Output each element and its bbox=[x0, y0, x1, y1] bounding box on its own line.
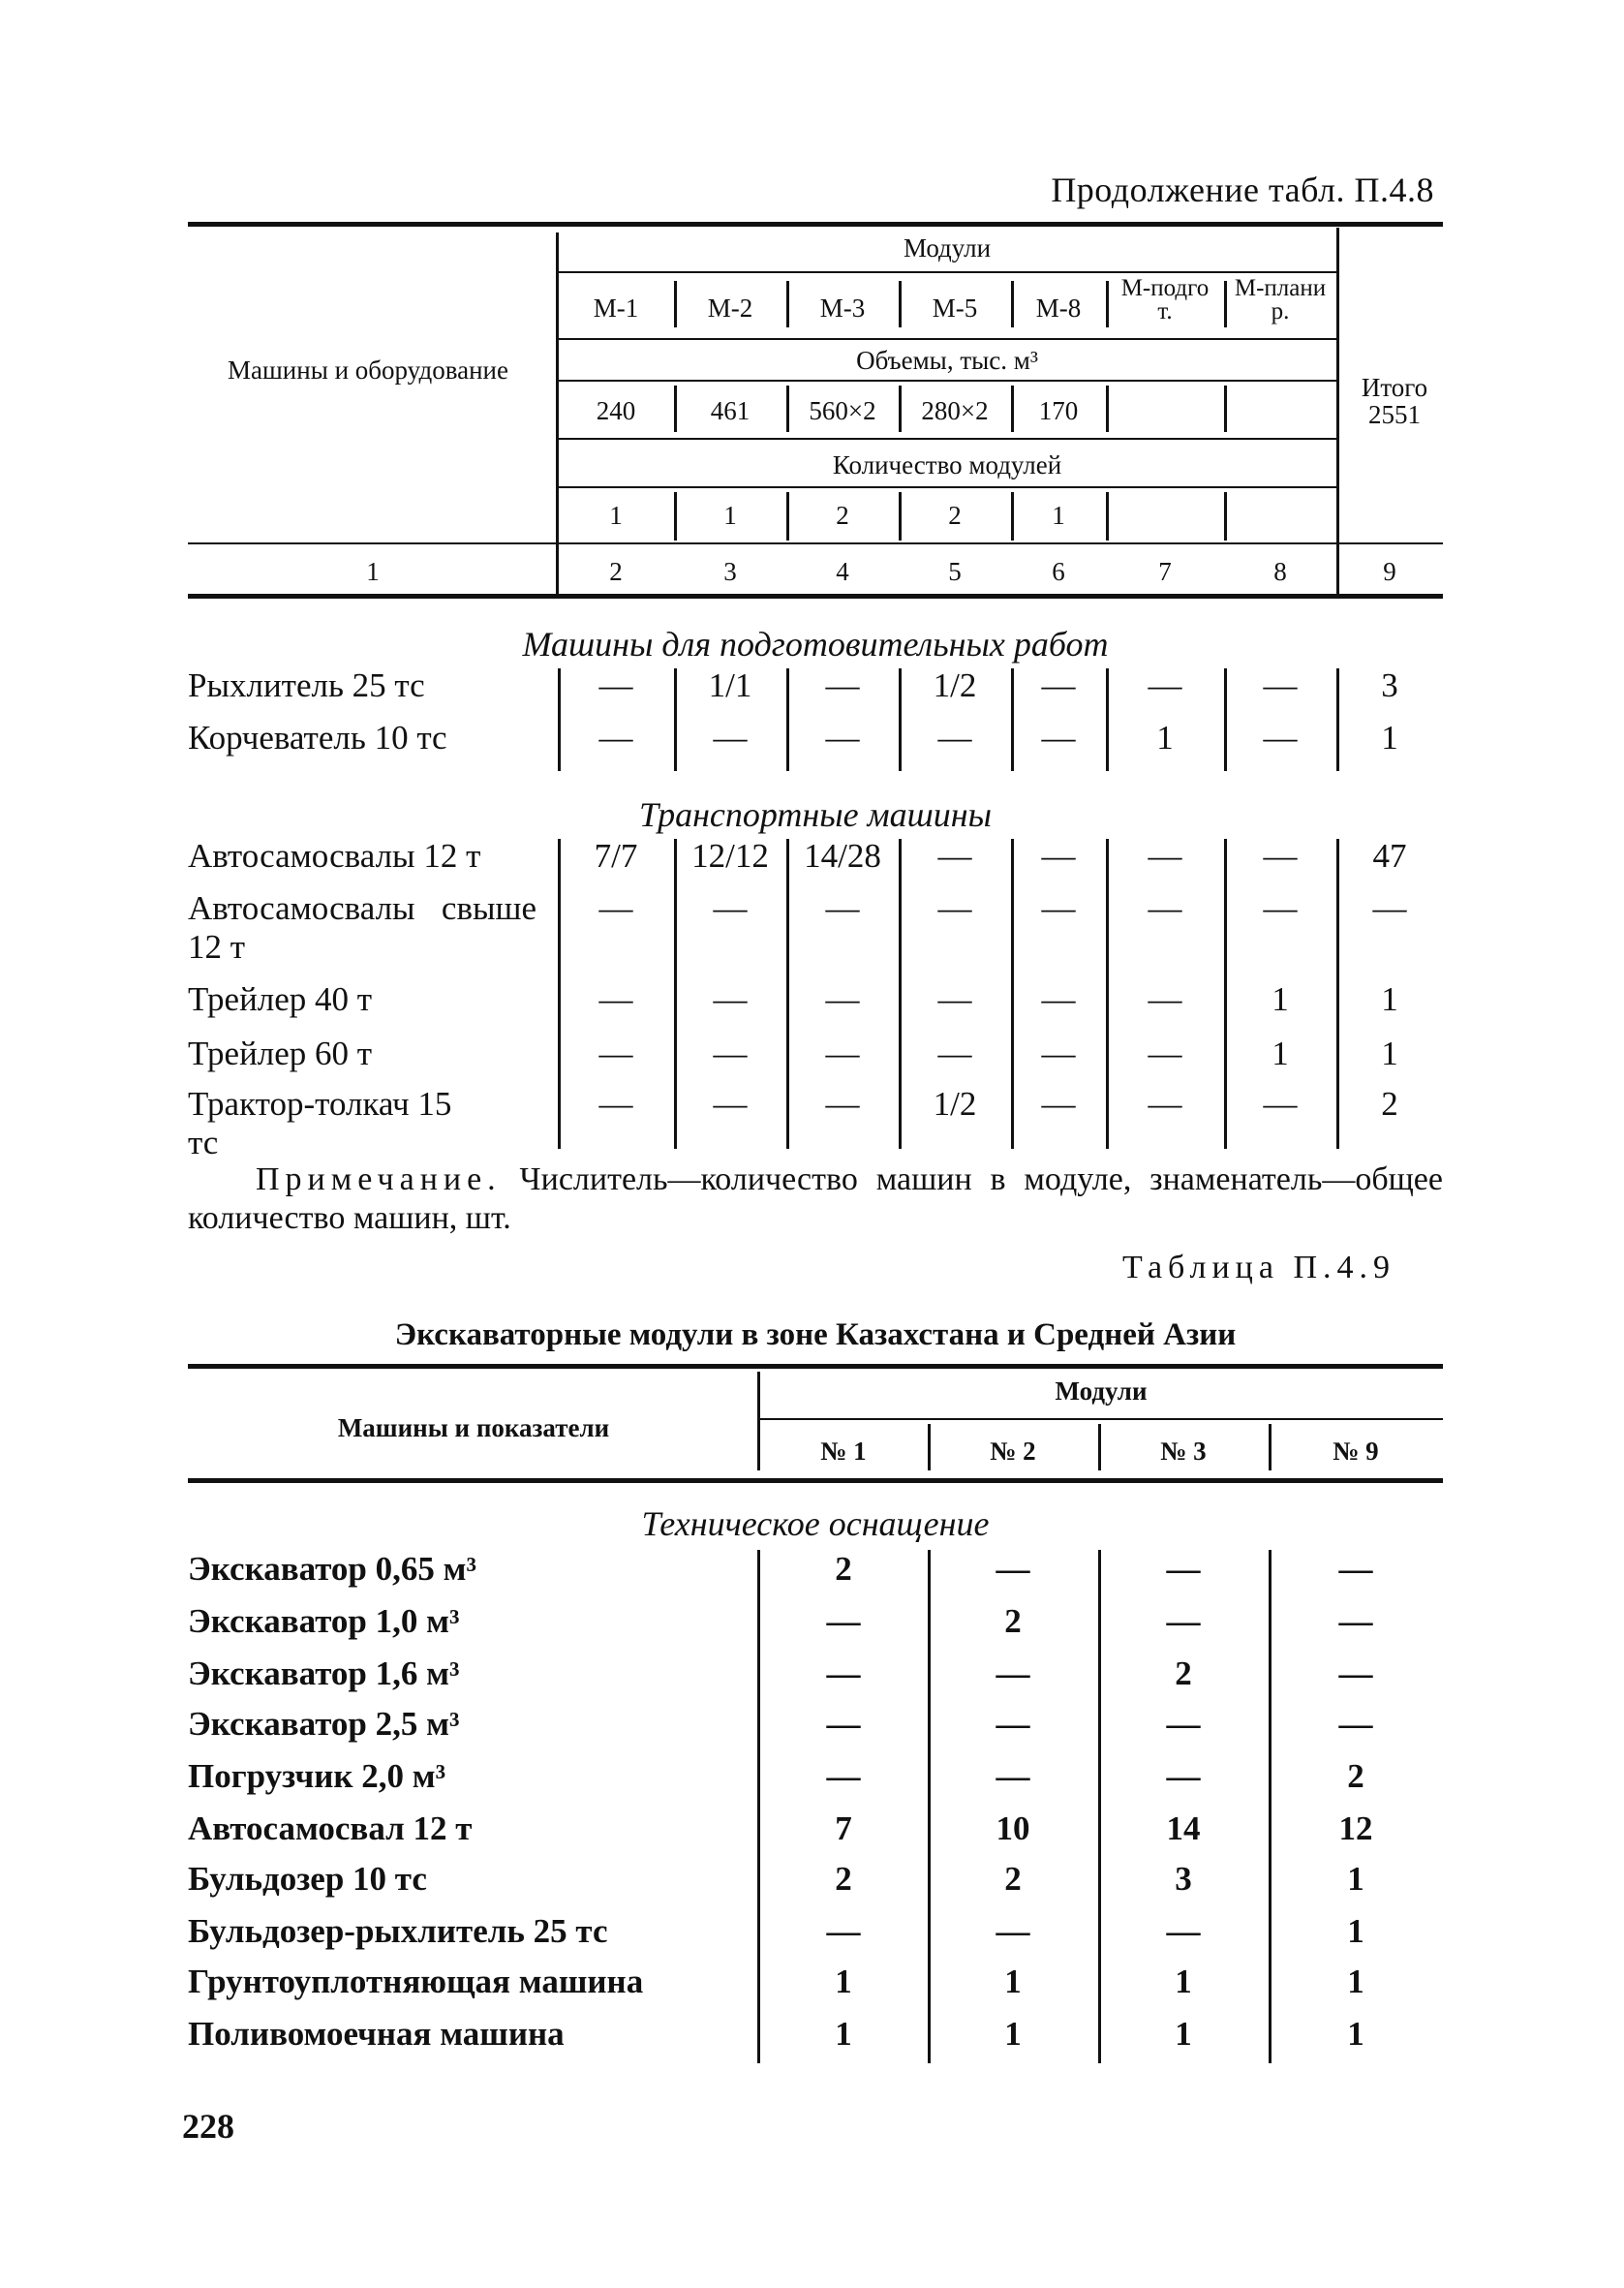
t1-volume-value: 280×2 bbox=[921, 396, 989, 425]
t1-column-number: 5 bbox=[948, 557, 962, 586]
t2-modules-rule bbox=[759, 1418, 1443, 1420]
t1-numbers-rule-top bbox=[188, 542, 1443, 544]
t1-module-name: М-8 bbox=[1035, 294, 1082, 323]
t1-body-separator bbox=[674, 668, 677, 771]
t1-column-number: 3 bbox=[723, 557, 737, 586]
t2-row-value: 2 bbox=[1004, 1602, 1022, 1640]
t2-first-column-header: Машины и показатели bbox=[337, 1413, 610, 1442]
t2-row-value: 1 bbox=[1175, 2015, 1192, 2053]
t1-body-separator bbox=[1106, 668, 1109, 771]
t1-row-value: — bbox=[937, 719, 972, 757]
t2-row-value: 1 bbox=[1004, 2015, 1022, 2053]
t2-row-value: 7 bbox=[835, 1809, 852, 1847]
t1-top-rule bbox=[188, 222, 1443, 227]
t2-row-value: 1 bbox=[835, 2015, 852, 2053]
t1-row-value: — bbox=[598, 1035, 633, 1072]
t1-row-value: — bbox=[825, 1085, 860, 1123]
t2-label: Таблица П.4.9 bbox=[1122, 1250, 1395, 1285]
t1-total-label: Итого bbox=[1361, 373, 1428, 402]
t2-row-value: 1 bbox=[1347, 1963, 1364, 2000]
t2-header-separator bbox=[1269, 1424, 1272, 1470]
t2-row-value: — bbox=[1166, 1757, 1201, 1795]
t1-count-value: 2 bbox=[836, 501, 849, 530]
t1-body-separator bbox=[674, 839, 677, 1149]
t2-row-name: Погрузчик 2,0 м³ bbox=[188, 1757, 446, 1795]
t1-row-value: — bbox=[937, 1035, 972, 1072]
t1-module-name: М-3 bbox=[819, 294, 866, 323]
t1-row-value: — bbox=[598, 719, 633, 757]
t1-row-value: — bbox=[825, 980, 860, 1018]
t1-row-value: — bbox=[1263, 889, 1298, 927]
t1-row-value: — bbox=[713, 1085, 748, 1123]
t1-module-name: М-2 bbox=[707, 294, 753, 323]
t1-row-value: — bbox=[1041, 1085, 1076, 1123]
t2-row-name: Экскаватор 1,6 м³ bbox=[188, 1654, 460, 1692]
t1-module-name: М-подгот. bbox=[1120, 275, 1210, 325]
t1-header-separator bbox=[899, 281, 902, 327]
t2-row-name: Бульдозер-рыхлитель 25 тс bbox=[188, 1912, 608, 1950]
t1-module-name: М-1 bbox=[593, 294, 639, 323]
t1-row-value: — bbox=[598, 889, 633, 927]
t1-row-value: — bbox=[1041, 719, 1076, 757]
t2-module-name: № 9 bbox=[1333, 1437, 1379, 1466]
t1-body-separator bbox=[1106, 839, 1109, 1149]
t2-row-value: — bbox=[1338, 1654, 1373, 1692]
t1-row-value: 2 bbox=[1381, 1085, 1398, 1123]
t1-row-value: — bbox=[1148, 980, 1182, 1018]
t2-row-name: Автосамосвал 12 т bbox=[188, 1809, 473, 1847]
t1-row-name: Рыхлитель 25 тс bbox=[188, 666, 425, 704]
t1-note-text: Числитель—количество машин в модуле, знаменатель—общее количество машин, шт. bbox=[188, 1161, 1443, 1236]
t1-header-separator bbox=[786, 386, 789, 432]
t1-row-value: — bbox=[1041, 980, 1076, 1018]
t1-row-value: — bbox=[713, 1035, 748, 1072]
t1-header-separator bbox=[1106, 492, 1109, 541]
t1-count-label: Количество модулей bbox=[832, 450, 1062, 479]
t1-header-separator bbox=[899, 492, 902, 541]
t1-first-column-header: Машины и оборудование bbox=[228, 356, 508, 385]
t1-column-number: 7 bbox=[1158, 557, 1172, 586]
t1-row-value: — bbox=[598, 1085, 633, 1123]
t1-section-transport: Транспортные машины bbox=[638, 795, 993, 834]
t1-modules-rule bbox=[558, 271, 1336, 273]
t1-row-value: 1 bbox=[1156, 719, 1174, 757]
t2-module-name: № 1 bbox=[820, 1437, 867, 1466]
t1-count-value: 1 bbox=[609, 501, 623, 530]
t2-row-value: — bbox=[996, 1654, 1030, 1692]
t2-modules-header: Модули bbox=[1055, 1376, 1148, 1406]
continuation-caption: Продолжение табл. П.4.8 bbox=[1051, 170, 1434, 209]
t1-column-number: 1 bbox=[366, 557, 380, 586]
t2-row-value: — bbox=[1166, 1550, 1201, 1588]
t2-row-value: — bbox=[826, 1654, 861, 1692]
t2-row-name: Экскаватор 1,0 м³ bbox=[188, 1602, 460, 1640]
t1-body-separator bbox=[1336, 668, 1339, 771]
t1-row-value: — bbox=[1148, 1085, 1182, 1123]
t1-row-value: 1/2 bbox=[933, 666, 977, 704]
t2-section: Техническое оснащение bbox=[641, 1504, 990, 1543]
t2-row-value: — bbox=[826, 1757, 861, 1795]
t1-volume-value: 240 bbox=[596, 396, 636, 425]
t1-row-value: — bbox=[937, 980, 972, 1018]
t1-row-value: — bbox=[1263, 666, 1298, 704]
t2-body-separator bbox=[928, 1550, 931, 2063]
t1-column-number: 4 bbox=[836, 557, 849, 586]
t1-header-separator bbox=[899, 386, 902, 432]
t2-row-value: — bbox=[826, 1705, 861, 1743]
t1-column-number: 9 bbox=[1383, 557, 1396, 586]
t1-row-value: 47 bbox=[1372, 837, 1407, 875]
t1-count-rule-top bbox=[558, 438, 1336, 440]
t2-module-name: № 2 bbox=[990, 1437, 1036, 1466]
t1-row-value: — bbox=[713, 719, 748, 757]
t1-header-separator bbox=[1224, 281, 1227, 327]
page-number: 228 bbox=[182, 2107, 234, 2146]
t1-header-separator bbox=[1224, 492, 1227, 541]
t2-row-name: Экскаватор 2,5 м³ bbox=[188, 1705, 460, 1743]
t2-row-value: — bbox=[996, 1757, 1030, 1795]
t1-row-name: Трейлер 60 т bbox=[188, 1035, 373, 1072]
t1-row-value: — bbox=[1263, 1085, 1298, 1123]
t1-header-separator bbox=[1106, 386, 1109, 432]
t2-body-separator bbox=[757, 1550, 760, 2063]
t2-row-value: 2 bbox=[835, 1860, 852, 1898]
t1-body-separator bbox=[558, 668, 561, 771]
t1-count-value: 1 bbox=[1052, 501, 1065, 530]
t1-row-value: — bbox=[1041, 889, 1076, 927]
t1-row-value: — bbox=[713, 889, 748, 927]
t1-row-value: 12/12 bbox=[691, 837, 769, 875]
t1-column-number: 6 bbox=[1052, 557, 1065, 586]
t2-row-value: — bbox=[1166, 1912, 1201, 1950]
t1-row-name: Автосамосвалы свыше 12 т bbox=[188, 889, 536, 966]
t1-row-value: — bbox=[825, 1035, 860, 1072]
t1-body-separator bbox=[786, 668, 789, 771]
t1-body-separator bbox=[786, 839, 789, 1149]
t1-total-value: 2551 bbox=[1368, 400, 1421, 429]
t2-row-value: 1 bbox=[1347, 1912, 1364, 1950]
t1-body-separator bbox=[1224, 668, 1227, 771]
t1-row-value: — bbox=[1041, 837, 1076, 875]
t1-row-value: — bbox=[1148, 837, 1182, 875]
t1-header-separator bbox=[1011, 386, 1014, 432]
t2-row-value: 1 bbox=[1175, 1963, 1192, 2000]
t2-row-value: 1 bbox=[1347, 2015, 1364, 2053]
t1-column-number: 8 bbox=[1273, 557, 1287, 586]
t1-row-value: — bbox=[1041, 1035, 1076, 1072]
t1-section-preparatory: Машины для подготовительных работ bbox=[522, 625, 1109, 664]
t2-row-value: 2 bbox=[1004, 1860, 1022, 1898]
t2-row-value: — bbox=[996, 1705, 1030, 1743]
t1-row-value: — bbox=[1148, 666, 1182, 704]
t1-row-value: — bbox=[1372, 889, 1407, 927]
t2-row-value: 2 bbox=[835, 1550, 852, 1588]
t1-row-value: — bbox=[937, 889, 972, 927]
t2-row-value: 2 bbox=[1175, 1654, 1192, 1692]
t2-top-rule bbox=[188, 1364, 1443, 1369]
t1-header-separator bbox=[786, 492, 789, 541]
t2-header-separator bbox=[1098, 1424, 1101, 1470]
t1-row-value: 1/1 bbox=[708, 666, 752, 704]
t1-row-value: 1 bbox=[1272, 1035, 1289, 1072]
t1-row-value: 3 bbox=[1381, 666, 1398, 704]
t2-row-value: — bbox=[996, 1912, 1030, 1950]
t2-row-name: Экскаватор 0,65 м³ bbox=[188, 1550, 476, 1588]
t1-column-number: 2 bbox=[609, 557, 623, 586]
t1-body-separator bbox=[1224, 839, 1227, 1149]
t2-row-name: Грунтоуплотняющая машина bbox=[188, 1963, 644, 2000]
t1-body-separator bbox=[558, 839, 561, 1149]
t1-count-rule bbox=[558, 486, 1336, 488]
t1-body-separator bbox=[899, 839, 902, 1149]
t2-row-value: — bbox=[1166, 1602, 1201, 1640]
t2-row-value: 2 bbox=[1347, 1757, 1364, 1795]
t1-header-separator bbox=[1011, 281, 1014, 327]
t1-row-value: 1/2 bbox=[933, 1085, 977, 1123]
t1-volume-value: 170 bbox=[1038, 396, 1079, 425]
t1-row-value: — bbox=[1041, 666, 1076, 704]
t1-row-name: Автосамосвалы 12 т bbox=[188, 837, 481, 875]
t2-row-value: — bbox=[996, 1550, 1030, 1588]
t2-row-value: — bbox=[1166, 1705, 1201, 1743]
t2-row-value: 3 bbox=[1175, 1860, 1192, 1898]
t1-module-name: М-5 bbox=[932, 294, 978, 323]
t2-row-value: 1 bbox=[1004, 1963, 1022, 2000]
t1-volumes-label: Объемы, тыс. м³ bbox=[856, 346, 1038, 375]
t2-row-value: — bbox=[1338, 1602, 1373, 1640]
t1-row-value: — bbox=[825, 719, 860, 757]
t2-row-value: — bbox=[1338, 1705, 1373, 1743]
t1-row-value: 1 bbox=[1381, 1035, 1398, 1072]
t2-body-separator bbox=[1098, 1550, 1101, 2063]
t1-row-value: 7/7 bbox=[594, 837, 638, 875]
t2-row-value: 1 bbox=[835, 1963, 852, 2000]
t1-body-separator bbox=[899, 668, 902, 771]
t1-row-name: Трейлер 40 т bbox=[188, 980, 373, 1018]
t1-volumes-rule bbox=[558, 380, 1336, 382]
t1-note bbox=[188, 1160, 1443, 1238]
t1-header-separator bbox=[674, 492, 677, 541]
t1-body-separator bbox=[1011, 668, 1014, 771]
t1-row-value: — bbox=[1263, 719, 1298, 757]
t1-row-value: — bbox=[598, 666, 633, 704]
t1-row-value: — bbox=[937, 837, 972, 875]
t1-header-separator bbox=[1011, 492, 1014, 541]
t1-modules-header: Модули bbox=[903, 233, 992, 263]
t1-header-separator bbox=[674, 281, 677, 327]
t1-body-separator bbox=[1011, 839, 1014, 1149]
t1-body-separator bbox=[1336, 839, 1339, 1149]
t1-note-prefix: Примечание. bbox=[256, 1161, 502, 1197]
t1-row-value: — bbox=[713, 980, 748, 1018]
t1-module-name: М-планир. bbox=[1234, 275, 1327, 325]
t1-volume-value: 560×2 bbox=[809, 396, 876, 425]
t1-header-separator bbox=[786, 281, 789, 327]
t1-row-value: — bbox=[825, 889, 860, 927]
t1-row-value: — bbox=[1148, 889, 1182, 927]
t2-row-name: Бульдозер 10 тс bbox=[188, 1860, 427, 1898]
t1-row-value: 14/28 bbox=[804, 837, 881, 875]
t1-header-separator bbox=[1106, 281, 1109, 327]
t2-row-value: — bbox=[1338, 1550, 1373, 1588]
t1-volume-value: 461 bbox=[710, 396, 751, 425]
t1-row-name: Трактор-толкач 15 тс bbox=[188, 1085, 452, 1161]
t2-title: Экскаваторные модули в зоне Казахстана и Средней Азии bbox=[394, 1317, 1237, 1352]
t2-row-value: 10 bbox=[996, 1809, 1030, 1847]
t2-row-value: — bbox=[826, 1602, 861, 1640]
t2-header-separator bbox=[928, 1424, 931, 1470]
t1-count-value: 2 bbox=[948, 501, 962, 530]
t2-row-value: 14 bbox=[1166, 1809, 1201, 1847]
t1-header-bottom-rule bbox=[188, 594, 1443, 599]
t2-header-bottom-rule bbox=[188, 1478, 1443, 1483]
t2-row-value: 12 bbox=[1338, 1809, 1373, 1847]
t2-row-value: — bbox=[826, 1912, 861, 1950]
t2-row-name: Поливомоечная машина bbox=[188, 2015, 565, 2053]
t2-header-left-border bbox=[757, 1372, 760, 1470]
t1-row-value: 1 bbox=[1272, 980, 1289, 1018]
t2-body-separator bbox=[1269, 1550, 1272, 2063]
t2-row-value: 1 bbox=[1347, 1860, 1364, 1898]
t1-row-name: Корчеватель 10 тс bbox=[188, 719, 447, 757]
t1-row-value: 1 bbox=[1381, 719, 1398, 757]
t1-row-value: — bbox=[825, 666, 860, 704]
t1-count-value: 1 bbox=[723, 501, 737, 530]
t1-header-separator bbox=[1224, 386, 1227, 432]
t1-row-value: — bbox=[598, 980, 633, 1018]
t2-module-name: № 3 bbox=[1160, 1437, 1207, 1466]
t1-row-value: — bbox=[1148, 1035, 1182, 1072]
t1-header-separator bbox=[674, 386, 677, 432]
t1-volumes-rule-top bbox=[558, 338, 1336, 340]
t1-row-value: 1 bbox=[1381, 980, 1398, 1018]
t1-row-value: — bbox=[1263, 837, 1298, 875]
